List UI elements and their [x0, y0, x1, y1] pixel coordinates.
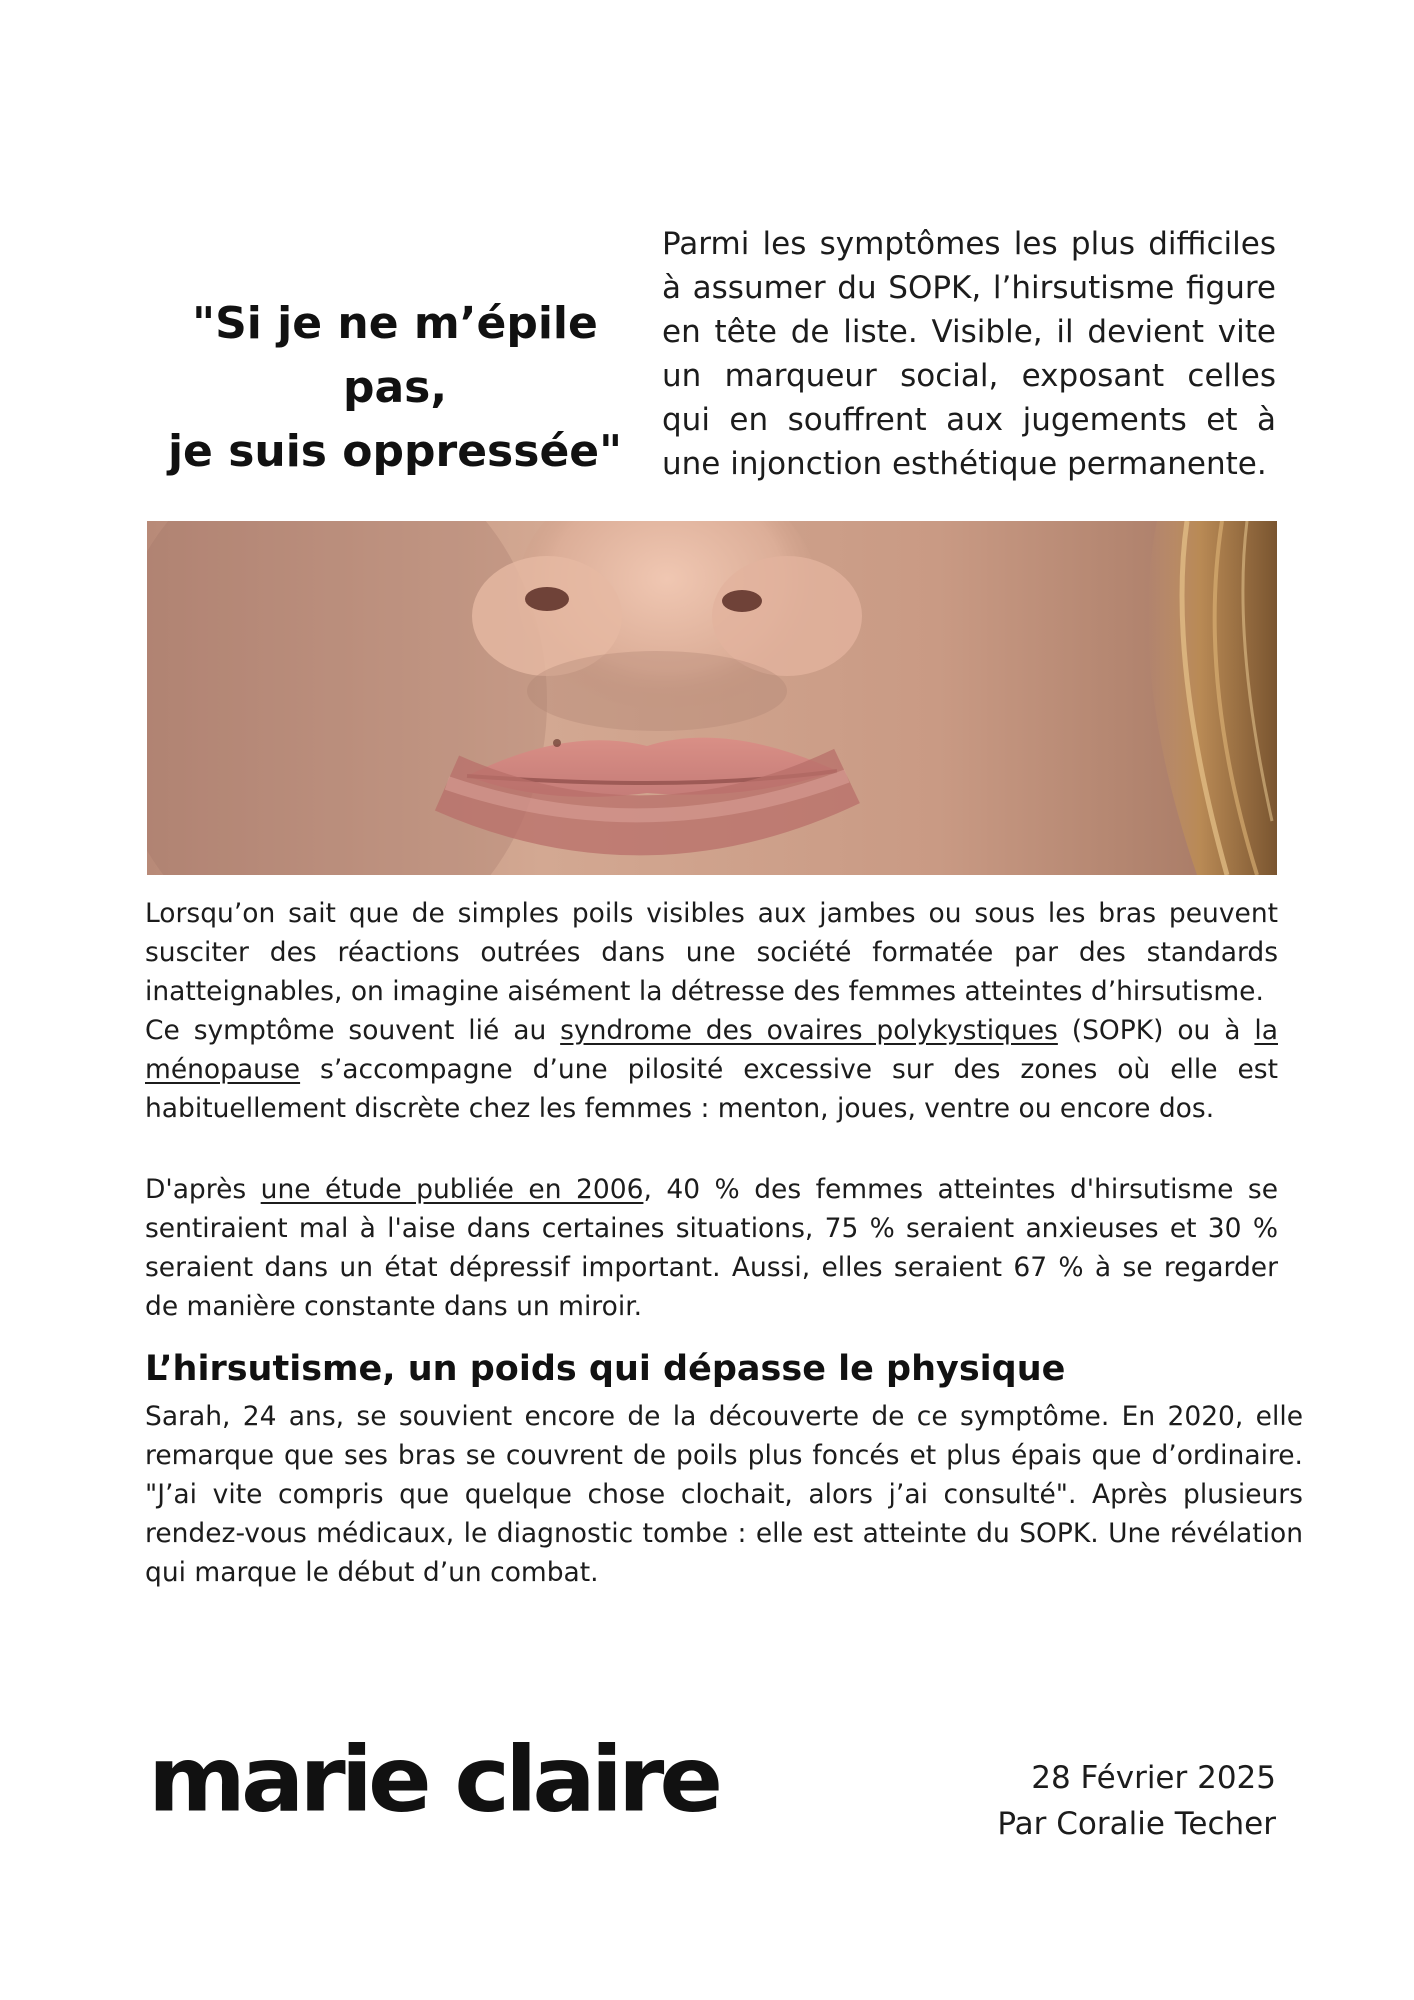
paragraph-1-sentence-1: Lorsqu’on sait que de simples poils visibles aux jambes ou sous les bras peuvent susciter des réactions outrées dans une société formatée par des standards inatteignables, on imagine aisément la détresse des femmes atteintes d’hirsutisme. — [145, 898, 1278, 1007]
paragraph-2 — [145, 1170, 1278, 1326]
text-segment: D'après — [145, 1174, 261, 1205]
author-byline: Par Coralie Techer — [997, 1806, 1276, 1842]
article-photo — [147, 521, 1277, 875]
link-sopk[interactable]: syndrome des ovaires polykystiques — [560, 1015, 1058, 1046]
paragraph-1-sentence-2 — [145, 1011, 1278, 1128]
headline-line-1: "Si je ne m’épile pas, — [192, 298, 598, 413]
section-heading: L’hirsutisme, un poids qui dépasse le physique — [145, 1349, 1066, 1389]
text-segment: (SOPK) ou à — [1057, 1015, 1255, 1046]
article-intro: Parmi les symptômes les plus difficiles à assumer du SOPK, l’hirsutisme figure en tête de liste. Visible, il devient vite un marqueur social, exposant celles qui en souffrent aux jugements et à une injonction esthétique permanente. — [662, 226, 1276, 482]
link-study-2006[interactable]: une étude publiée en 2006 — [260, 1174, 644, 1205]
marie-claire-logo: marie claire — [148, 1728, 719, 1833]
paragraph-1 — [145, 894, 1278, 1128]
publish-date: 28 Février 2025 — [1031, 1760, 1276, 1796]
article-headline — [140, 292, 650, 484]
text-segment: s’accompagne d’une pilosité excessive sur des zones où elle est habituellement discrète chez les femmes : menton, joues, ventre ou encore dos. — [145, 1054, 1278, 1124]
headline-line-2: je suis oppressée" — [167, 426, 623, 477]
link-menopause[interactable]: la ménopause — [145, 1015, 1278, 1085]
text-segment: Ce symptôme souvent lié au — [145, 1015, 561, 1046]
article-meta — [997, 1755, 1276, 1847]
text-segment: , 40 % des femmes atteintes d'hirsutisme se sentiraient mal à l'aise dans certaines situations, 75 % seraient anxieuses et 30 % seraient dans un état dépressif important. Aussi, elles seraient 67 % à se regarder de manière constante dans un miroir. — [145, 1174, 1278, 1322]
face-closeup-image — [147, 521, 1277, 875]
paragraph-3: Sarah, 24 ans, se souvient encore de la découverte de ce symptôme. En 2020, elle remarque que ses bras se couvrent de poils plus foncés et plus épais que d’ordinaire. "J’ai vite compris que quelque chose clochait, alors j’ai consulté". Après plusieurs rendez-vous médicaux, le diagnostic tombe : elle est atteinte du SOPK. Une révélation qui marque le début d’un combat. — [145, 1401, 1303, 1588]
